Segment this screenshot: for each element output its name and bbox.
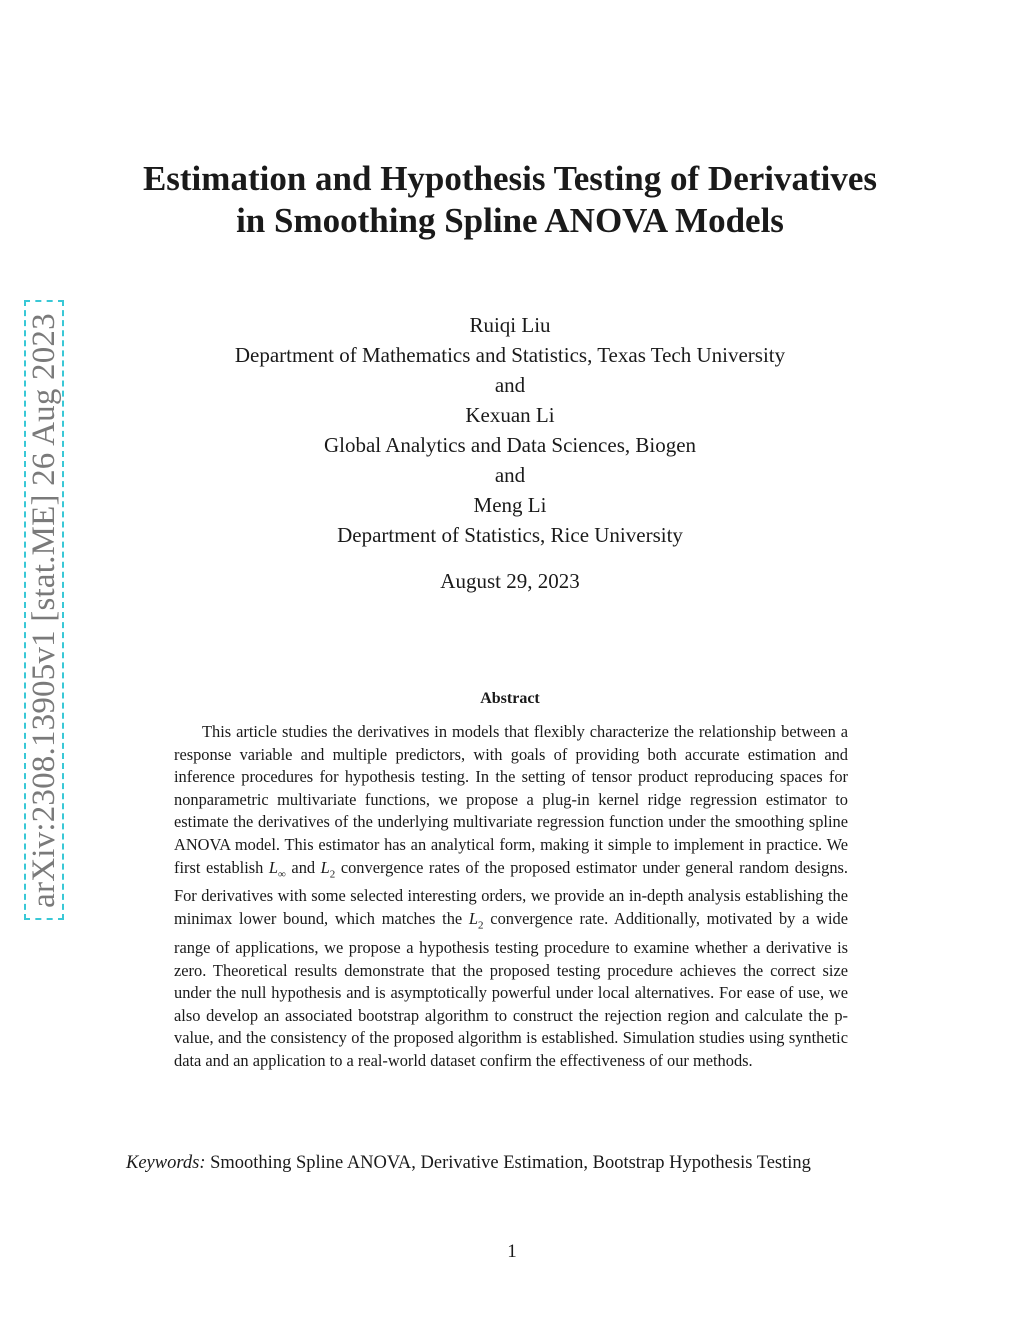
l2-symbol: L	[468, 909, 479, 929]
author-affiliation: Department of Mathematics and Statistics, Texas Tech University	[234, 343, 786, 367]
arxiv-stamp-text: arXiv:2308.13905v1 [stat.ME] 26 Aug 2023	[25, 312, 62, 908]
paper-title: Estimation and Hypothesis Testing of Derivatives in Smoothing Spline ANOVA Models	[142, 159, 878, 240]
author-separator: and	[494, 373, 526, 397]
author-name: Meng Li	[473, 493, 547, 517]
abstract-text: and	[285, 857, 321, 877]
abstract-text: convergence rate. Additionally, motivated by a wide range of applications, we propose a hypothesis testing procedure to examine whether a derivative is zero. Theoretical results demonstrate that the proposed testing procedure achieves the correct size under the null hypothesis and is asymptotically powerful under local alternatives. For ease of use, we also develop an associated bootstrap algorithm to construct the rejection region and calculate the p-value, and the consistency of the proposed algorithm is established. Simulation studies using synthetic data and an application to a real-world dataset confirm the effectiveness of our methods.	[174, 909, 848, 1070]
author-name: Ruiqi Liu	[469, 313, 551, 337]
abstract-text: This article studies the derivatives in models that flexibly characterize the relationship between a response variable and multiple predictors, with goals of providing both accurate estimation and inference procedures for hypothesis testing. In the setting of tensor product reproducing spaces for nonparametric multivariate functions, we propose a plug-in kernel ridge regression estimator to estimate the derivatives of the underlying multivariate regression function under the smoothing spline ANOVA model. This estimator has an analytical form, making it simple to implement in practice. We first establish	[174, 722, 848, 877]
keywords-text: Smoothing Spline ANOVA, Derivative Estimation, Bootstrap Hypothesis Testing	[210, 1153, 811, 1173]
l2-subscript: 2	[478, 919, 484, 932]
publication-date: August 29, 2023	[440, 569, 580, 593]
page-number: 1	[507, 1241, 517, 1262]
abstract-heading: Abstract	[480, 690, 540, 707]
abstract-body	[174, 721, 848, 1072]
l2-subscript: 2	[329, 867, 336, 880]
author-separator: and	[494, 463, 526, 487]
keywords	[126, 1151, 896, 1176]
author-name: Kexuan Li	[465, 403, 555, 427]
l-infinity-symbol: L	[268, 857, 279, 877]
author-affiliation: Global Analytics and Data Sciences, Biogen	[323, 433, 697, 457]
l2-symbol: L	[320, 857, 330, 877]
author-affiliation: Department of Statistics, Rice University	[337, 523, 683, 547]
keywords-label: Keywords:	[126, 1153, 206, 1173]
l-infinity-subscript: ∞	[278, 867, 286, 880]
author-block	[140, 310, 880, 550]
abstract-text: convergence rates of the proposed estimator under general random designs. For derivatives with some selected interesting orders, we provide an in-depth analysis establishing the minimax lower bound, which matches the	[174, 857, 848, 929]
arxiv-stamp	[24, 300, 64, 920]
